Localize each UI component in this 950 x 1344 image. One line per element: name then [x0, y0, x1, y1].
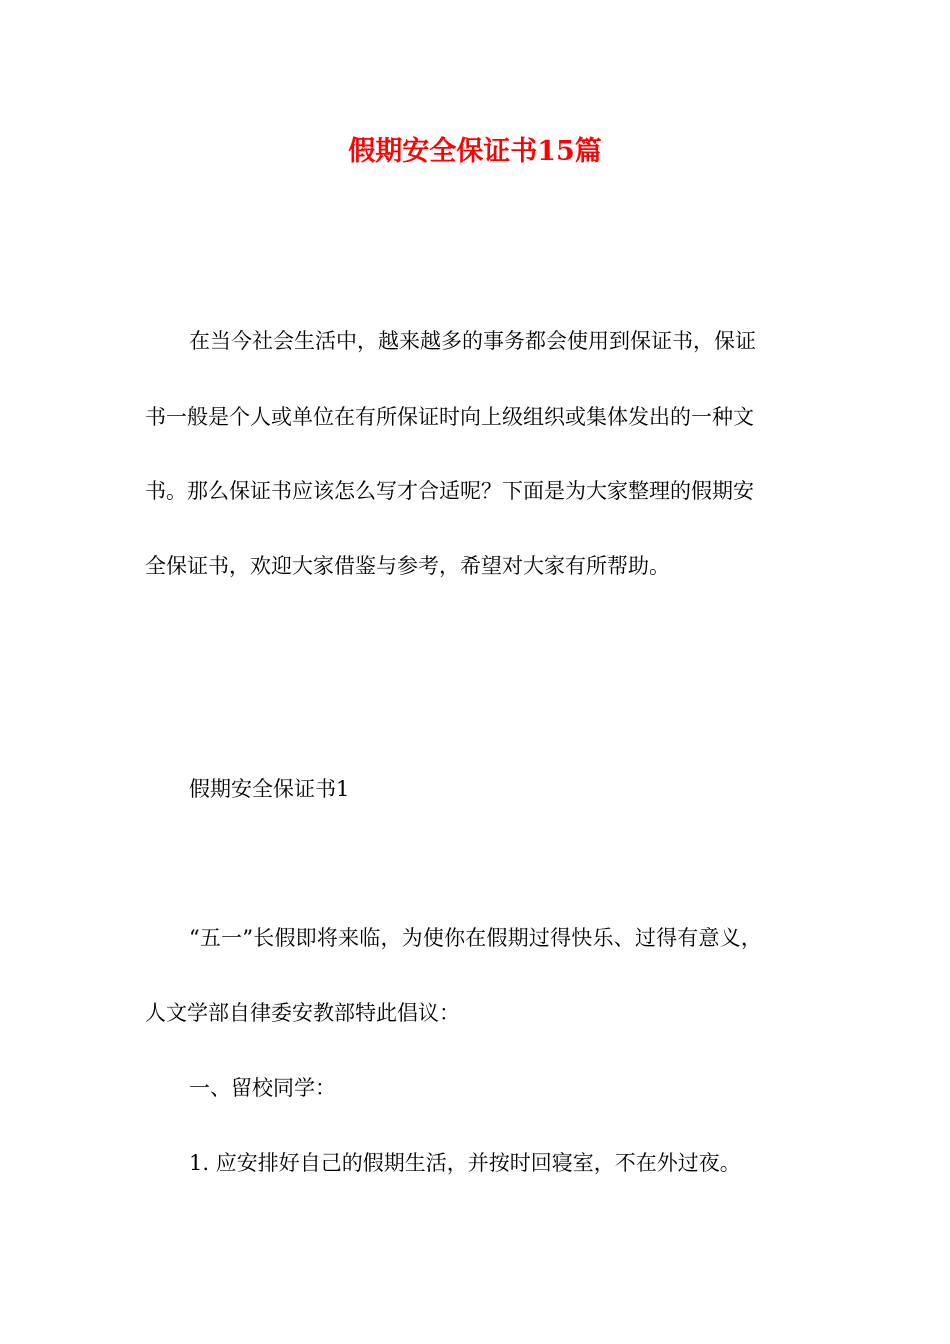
body-line-3: 一、留校同学： [189, 1076, 336, 1100]
body-line-4: 1. 应安排好自己的假期生活，并按时回寝室，不在外过夜。 [189, 1151, 741, 1175]
intro-line-3: 书。那么保证书应该怎么写才合适呢？下面是为大家整理的假期安 [145, 479, 754, 503]
document-title: 假期安全保证书15篇 [348, 136, 602, 167]
section-heading: 假期安全保证书1 [189, 777, 350, 801]
intro-line-1: 在当今社会生活中，越来越多的事务都会使用到保证书，保证 [189, 329, 756, 353]
intro-line-2: 书一般是个人或单位在有所保证时向上级组织或集体发出的一种文 [145, 405, 754, 429]
body-line-2: 人文学部自律委安教部特此倡议： [145, 1001, 460, 1025]
body-line-1: “五一”长假即将来临，为使你在假期过得快乐、过得有意义， [189, 926, 763, 950]
intro-line-4: 全保证书，欢迎大家借鉴与参考，希望对大家有所帮助。 [145, 554, 670, 578]
